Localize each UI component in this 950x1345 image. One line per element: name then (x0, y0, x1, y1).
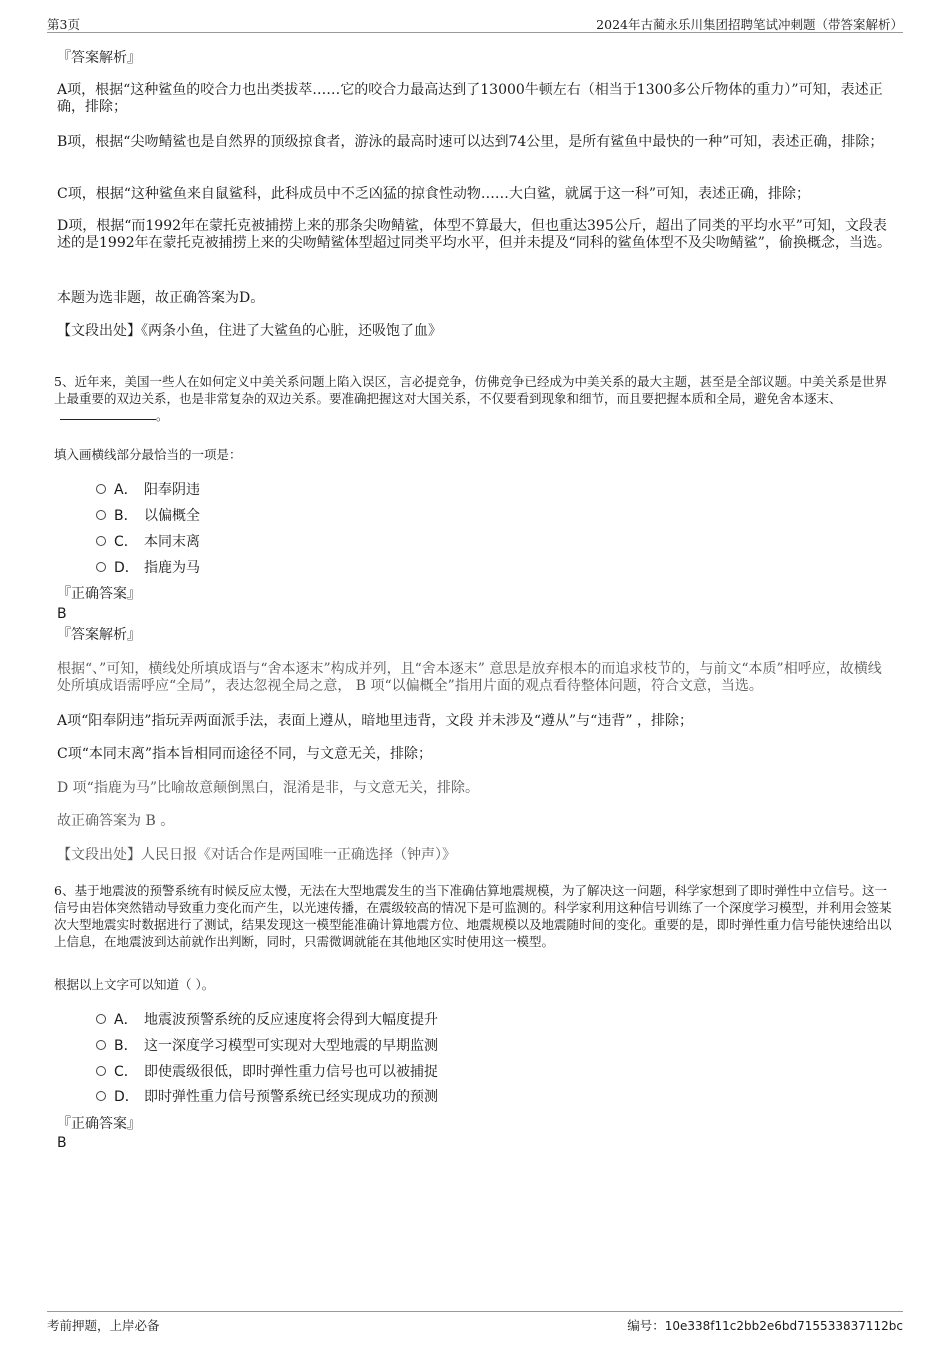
option-text: 本同末离 (144, 534, 200, 550)
q5-stem-end: 。 (156, 408, 169, 423)
option-letter: B． (114, 1038, 138, 1054)
q5-source: 【文段出处】人民日报《对话合作是两国唯一正确选择（钟声）》 (57, 847, 456, 863)
q5-analysis-intro: 根据“、”可知，横线处所填成语与“舍本逐末”构成并列，且“舍本逐末” 意思是放弃根本的而追求枝节的，与前文“本质”相呼应，故横线处所填成语需呼应“全局”，表达忽视全局之意， B 项“以偏概全”指用片面的观点看待整体问题，符合文意，当选。 (57, 661, 882, 694)
page-header (47, 12, 903, 33)
q6-option-c[interactable] (96, 1063, 438, 1081)
q5-blank (60, 408, 156, 420)
q4-analysis-a: A项，根据“这种鲨鱼的咬合力也出类拔萃……它的咬合力最高达到了13000牛顿左右（相当于1300多公斤物体的重力）”可知，表述正确，排除； (57, 82, 883, 115)
option-letter: C． (114, 534, 138, 550)
page-footer (47, 1311, 903, 1336)
radio-icon[interactable] (96, 1091, 106, 1101)
option-letter: B． (114, 508, 138, 524)
q5-analysis-c: C项“本同末离”指本旨相同而途径不同，与文意无关，排除； (57, 746, 433, 762)
q4-analysis-d: D项，根据“而1992年在蒙托克被捕捞上来的那条尖吻鲭鲨，体型不算最大，但也重达395公斤，超出了同类的平均水平”可知，文段表述的是1992年在蒙托克被捕捞上来的尖吻鲭鲨体型超过同类平均水平，但并未提及“同科的鲨鱼体型不及尖吻鲭鲨”，偷换概念，当选。 (57, 218, 891, 251)
q5-analysis-a: A项“阳奉阴违”指玩弄两面派手法，表面上遵从，暗地里违背，文段 并未涉及“遵从”与“违背” ，排除； (57, 713, 693, 729)
q6-prompt: 根据以上文字可以知道（ ）。 (54, 977, 215, 992)
footer-code-label: 编号： (627, 1318, 665, 1333)
option-text: 即使震级很低，即时弹性重力信号也可以被捕捉 (144, 1064, 438, 1080)
radio-icon[interactable] (96, 536, 106, 546)
q4-source: 【文段出处】《两条小鱼，住进了大鲨鱼的心脏，还吸饱了血》 (57, 323, 442, 339)
radio-icon[interactable] (96, 1014, 106, 1024)
option-text: 即时弹性重力信号预警系统已经实现成功的预测 (144, 1089, 438, 1105)
q6-answer: B (57, 1135, 67, 1151)
option-letter: A． (114, 1012, 138, 1028)
radio-icon[interactable] (96, 1066, 106, 1076)
q6-answer-label: 『正确答案』 (57, 1116, 141, 1132)
q5-answer: B (57, 606, 67, 622)
radio-icon[interactable] (96, 484, 106, 494)
option-letter: C． (114, 1064, 138, 1080)
q6-option-d[interactable] (96, 1088, 438, 1106)
footer-slogan: 考前押题，上岸必备 (47, 1318, 160, 1333)
option-text: 指鹿为马 (144, 560, 200, 576)
q4-analysis-label: 『答案解析』 (57, 50, 141, 66)
page-number: 第3页 (47, 17, 80, 32)
q6-stem: 6、基于地震波的预警系统有时候反应太慢，无法在大型地震发生的当下准确估算地震规模，为了解决这一问题，科学家想到了即时弹性中立信号。这一信号由岩体突然错动导致重力变化而产生，以光速传播，在震级较高的情况下是可监测的。科学家利用这种信号训练了一个深度学习模型，并利用会签某次大型地震实时数据进行了测试，结果发现这一模型能准确计算地震方位、地震规模以及地震随时间的变化。重要的是，即时弹性重力信号能快速给出以上信息，在地震波到达前就作出判断，同时，只需微调就能在其他地区实时使用这一模型。 (54, 883, 892, 949)
q5-option-d[interactable] (96, 559, 200, 577)
option-letter: D． (114, 1089, 139, 1105)
footer-code (627, 1316, 903, 1334)
document-title: 2024年古蔺永乐川集团招聘笔试冲刺题（带答案解析） (596, 17, 903, 32)
q6-option-b[interactable] (96, 1037, 438, 1055)
radio-icon[interactable] (96, 562, 106, 572)
q5-option-a[interactable] (96, 481, 200, 499)
q4-analysis-b: B项，根据“尖吻鲭鲨也是自然界的顶级掠食者，游泳的最高时速可以达到74公里，是所有鲨鱼中最快的一种”可知，表述正确，排除； (57, 134, 884, 150)
option-text: 阳奉阴违 (144, 482, 200, 498)
q5-analysis-label: 『答案解析』 (57, 627, 141, 643)
q5-prompt: 填入画横线部分最恰当的一项是： (54, 447, 242, 462)
radio-icon[interactable] (96, 510, 106, 520)
q5-stem (54, 373, 898, 424)
q6-option-a[interactable] (96, 1011, 438, 1029)
option-text: 这一深度学习模型可实现对大型地震的早期监测 (144, 1038, 438, 1054)
option-letter: D． (114, 560, 139, 576)
option-text: 地震波预警系统的反应速度将会得到大幅度提升 (144, 1012, 438, 1028)
q4-analysis-c: C项，根据“这种鲨鱼来自鼠鲨科，此科成员中不乏凶猛的掠食性动物……大白鲨，就属于这一科”可知，表述正确，排除； (57, 186, 811, 202)
radio-icon[interactable] (96, 1040, 106, 1050)
option-text: 以偏概全 (144, 508, 200, 524)
q4-conclusion: 本题为选非题，故正确答案为D。 (57, 290, 265, 306)
option-letter: A． (114, 482, 138, 498)
footer-code-value: 10e338f11c2bb2e6bd715533837112bc (664, 1319, 903, 1333)
q5-stem-text: 5、近年来，美国一些人在如何定义中美关系问题上陷入误区，言必提竞争，仿佛竞争已经成为中美关系的最大主题，甚至是全部议题。中美关系是世界上最重要的双边关系，也是非常复杂的双边关系。要准确把握这对大国关系，不仅要看到现象和细节，而且要把握本质和全局，避免舍本逐末、 (54, 374, 887, 406)
q5-answer-label: 『正确答案』 (57, 586, 141, 602)
q5-option-b[interactable] (96, 507, 200, 525)
q5-conclusion: 故正确答案为 B 。 (57, 813, 175, 829)
q5-analysis-d: D 项“指鹿为马”比喻故意颠倒黑白，混淆是非，与文意无关，排除。 (57, 780, 479, 796)
q5-option-c[interactable] (96, 533, 200, 551)
